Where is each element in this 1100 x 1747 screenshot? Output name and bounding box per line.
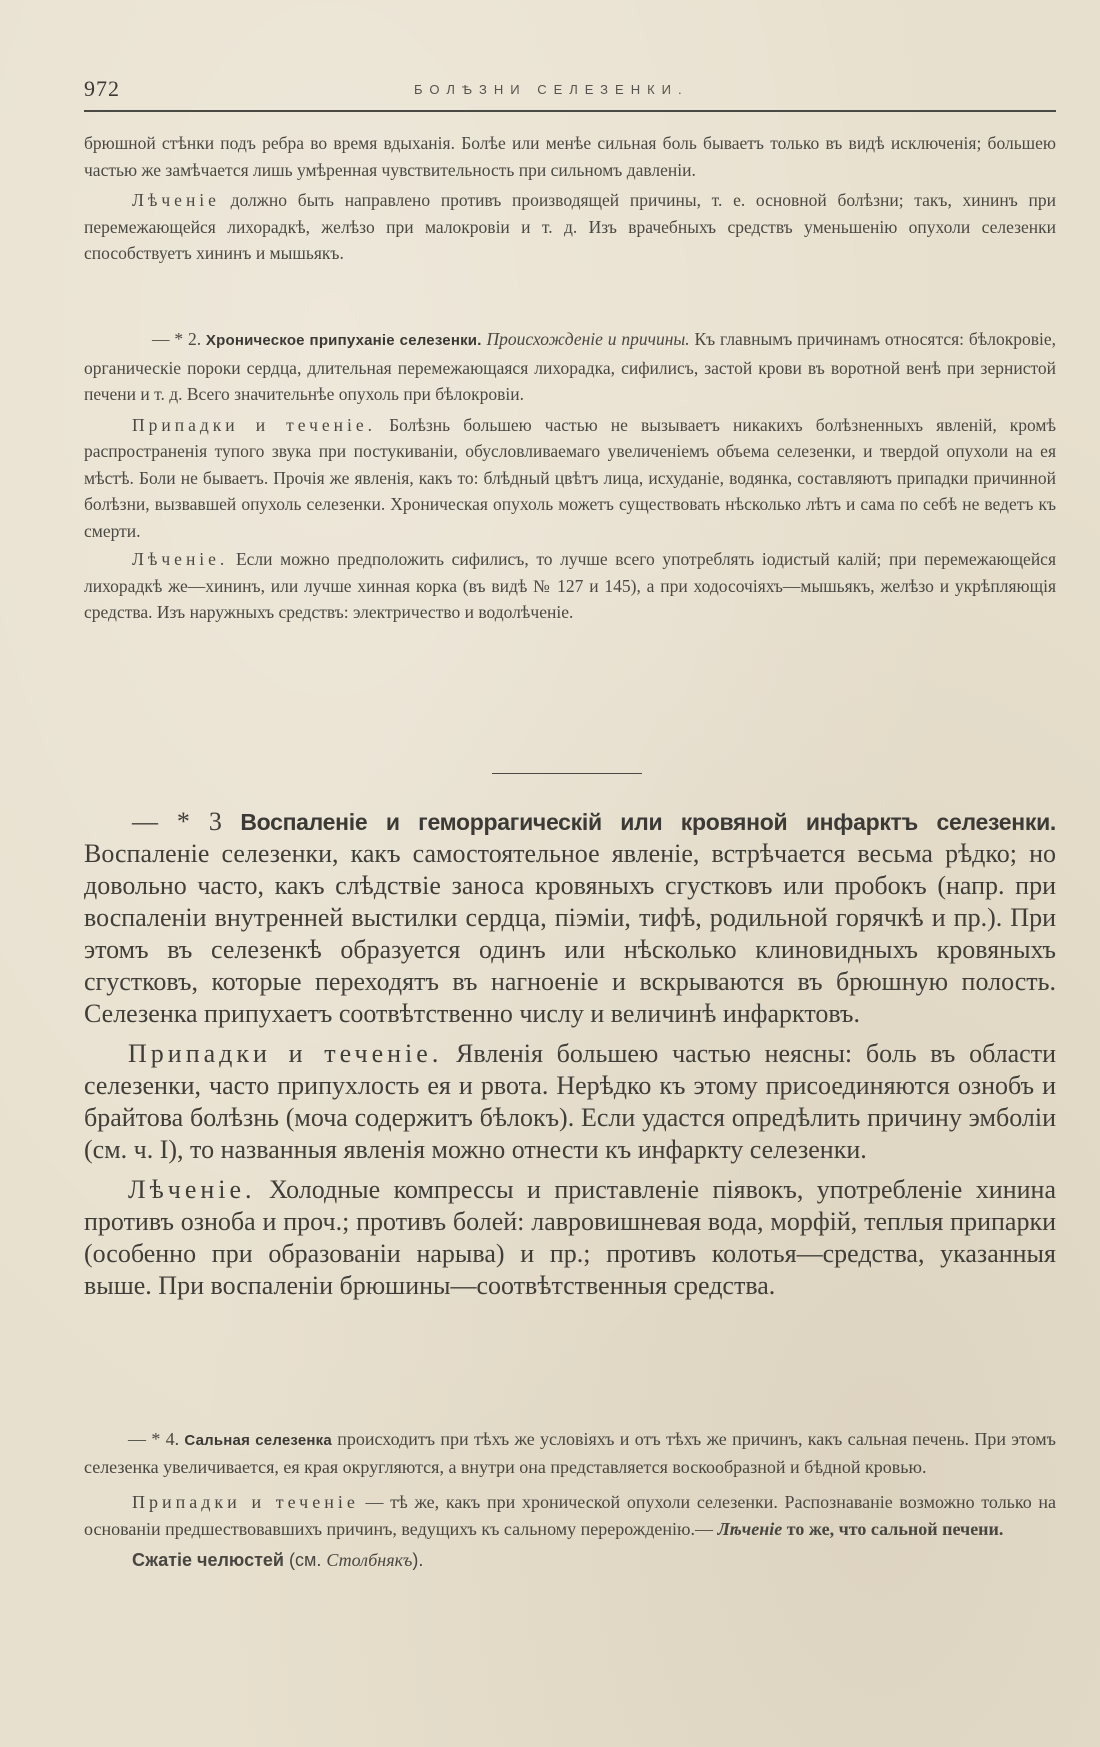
section-3-intro-text: Воспаленіе селезенки, какъ самостоятельное явленіе, встрѣчается весьма рѣдко; но довольно часто, какъ слѣдствіе заноса кровяныхъ сгустковъ или пробокъ (напр. при воспаленіи внутренней выстилки сердца, піэміи, тифѣ, родильной горячкѣ и пр.). При этомъ въ селезенкѣ образуется одинъ или нѣсколько клиновидныхъ кровяныхъ сгустковъ, которые переходятъ въ нагноеніе и вскрываются въ брюшную полость. Селезенка припухаетъ соотвѣтственно числу и величинѣ инфарктовъ.	[84, 839, 1056, 1028]
cross-ref-title: Сжатіе челюстей	[132, 1550, 284, 1570]
cross-reference	[84, 1547, 1056, 1574]
section-3-treatment	[84, 1174, 1056, 1302]
section-2-dash: — * 2.	[152, 329, 202, 349]
section-1-treatment	[84, 187, 1056, 267]
treatment-text: Холодные компрессы и приставленіе піявокъ, употребленіе хинина противъ озноба и проч.; противъ болей: лавровишневая вода, морфій, теплыя припарки (особенно при образованіи нарыва) и пр.; противъ колотья—средства, указанныя выше. При воспаленіи брюшины—соотвѣтственныя средства.	[84, 1175, 1056, 1300]
section-3	[84, 806, 1056, 1302]
treatment-label: Лѣченіе.	[132, 549, 229, 569]
section-4-symptoms	[84, 1489, 1056, 1543]
section-3-symptoms	[84, 1038, 1056, 1166]
cross-ref-target: Столбнякъ	[326, 1550, 413, 1570]
section-4	[84, 1426, 1056, 1574]
section-4-intro	[84, 1426, 1056, 1481]
section-3-intro	[84, 806, 1056, 1030]
section-3-dash: — * 3	[132, 807, 222, 836]
section-divider	[492, 773, 642, 774]
symptoms-label: Припадки и теченіе	[132, 1492, 359, 1512]
section-3-title: Воспаленіе и геморрагическій или кровяной инфарктъ селезенки.	[221, 809, 1057, 835]
treatment-text: Если можно предположить сифилисъ, то лучше всего употреблять іодистый калій; при перемежающейся лихорадкѣ же—хининъ, или лучше хинная корка (въ видѣ № 127 и 145), а при ходосочіяхъ—мышьякъ, желѣзо и укрѣпляющія средства. Изъ наружныхъ средствъ: электричество и водолѣченіе.	[84, 549, 1056, 622]
section-2-symptoms	[84, 412, 1056, 545]
page-header	[84, 70, 1056, 112]
page-number: 972	[84, 76, 120, 101]
treatment-text: то же, что сальной печени.	[782, 1519, 1004, 1539]
running-title: БОЛѢЗНИ СЕЛЕЗЕНКИ.	[414, 82, 689, 97]
cross-ref-open: (см.	[283, 1550, 327, 1570]
cross-ref-close: ).	[412, 1550, 424, 1570]
symptoms-text: Болѣзнь большею частью не вызываетъ никакихъ болѣзненныхъ явленій, кромѣ распространенія тупого звука при постукиваніи, обусловливаемаго увеличеніемъ объема селезенки, и твердой опухоли на ея мѣстѣ. Боли не бываетъ. Прочія же явленія, какъ то: блѣдный цвѣтъ лица, исхуданіе, водянка, составляютъ припадки причинной болѣзни, вызвавшей опухоль селезенки. Хроническая опухоль можетъ существовать нѣсколько лѣтъ и сама по себѣ не ведетъ къ смерти.	[84, 414, 1056, 541]
treatment-text: должно быть направлено противъ производящей причины, т. е. основной болѣзни; такъ, хининъ при перемежающейся лихорадкѣ, желѣзо при малокровіи и т. д. Изъ врачебныхъ средствъ уменьшенію опухоли селезенки способствуетъ хининъ и мышьякъ.	[84, 190, 1056, 263]
section-2-origin-label: Происхожденіе и причины.	[481, 329, 690, 349]
section-4-dash: — * 4.	[128, 1429, 180, 1449]
section-1	[84, 130, 1056, 267]
section-2-intro-text: Къ главнымъ причинамъ относятся: бѣлокровіе, органическіе пороки сердца, длительная перемежающаяся лихорадка, сифилисъ, застой крови въ воротной венѣ при зернистой печени и т. д. Всего значительнѣе опухоль при бѣлокровіи.	[84, 329, 1056, 404]
section-1-para: брюшной стѣнки подъ ребра во время вдыханія. Болѣе или менѣе сильная боль бываетъ только въ видѣ исключенія; большею частью же замѣчается лишь умѣренная чувствительность при сильномъ давленіи.	[84, 133, 1056, 180]
symptoms-label: Припадки и теченіе.	[132, 414, 377, 435]
treatment-label: Лѣченіе	[132, 190, 220, 210]
section-2	[84, 326, 1056, 626]
treatment-label: Лѣченіе	[712, 1519, 783, 1539]
symptoms-label: Припадки и теченіе.	[128, 1039, 443, 1068]
section-4-title: Сальная селезенка	[179, 1432, 332, 1449]
section-2-title: Хроническое припуханіе селезенки.	[201, 332, 482, 349]
section-2-intro	[84, 326, 1056, 408]
treatment-label: Лѣченіе.	[128, 1175, 256, 1204]
section-2-treatment	[84, 546, 1056, 626]
symptoms-text: Явленія большею частью неясны: боль въ области селезенки, часто припухлость ея и рвота. Нерѣдко къ этому присоединяются ознобъ и брайтова болѣзнь (моча содержитъ бѣлокъ). Если удастся опредѣлить причину эмболіи (см. ч. I), то названныя явленія можно отнести къ инфаркту селезенки.	[84, 1039, 1056, 1164]
section-4-intro-text: происходитъ при тѣхъ же условіяхъ и отъ тѣхъ же причинъ, какъ сальная печень. При этомъ селезенка увеличивается, ея края округляются, а внутри она представляется воскообразной и бѣдной кровью.	[84, 1429, 1056, 1477]
symptoms-text: — тѣ же, какъ при хронической опухоли селезенки. Распознаваніе возможно только на основаніи предшествовавшихъ причинъ, ведущихъ къ сальному перерожденію.—	[84, 1492, 1057, 1539]
